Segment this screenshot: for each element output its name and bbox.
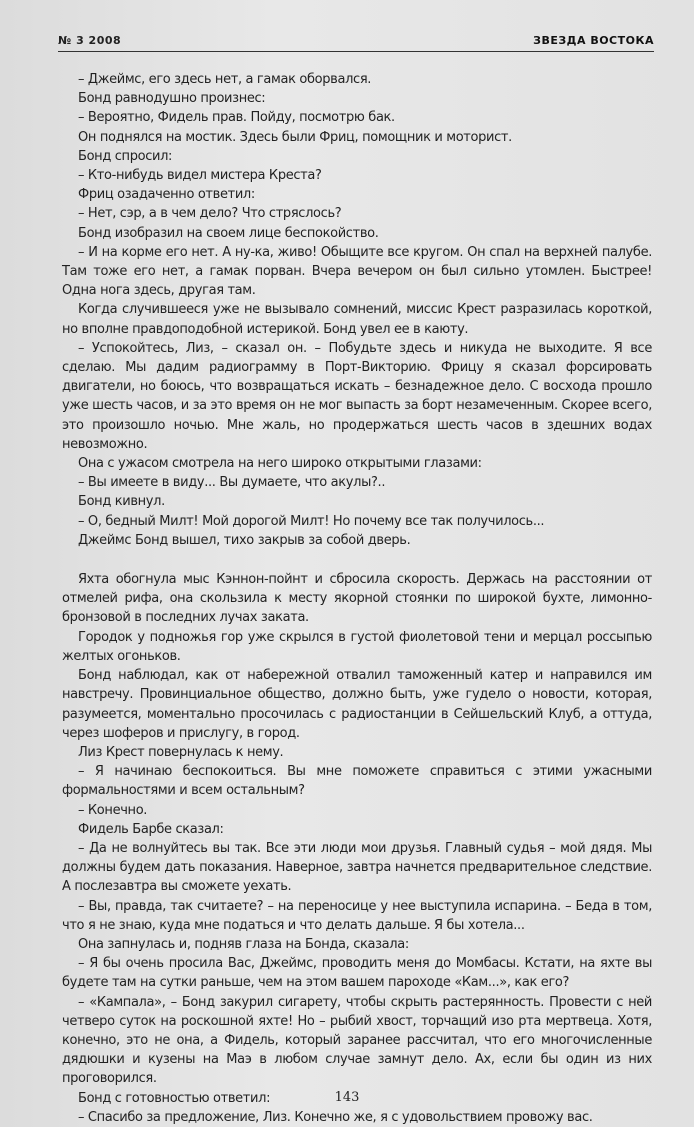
paragraph: – «Кампала», – Бонд закурил сигарету, чтобы скрыть растерянность. Провести с ней четверо суток на роскошной яхте! Но – рыбий хвост, торчащий изо рта мертвеца. Хотя, конечно, это не она, а Фидель, который заранее рассчитал, что его многочисленные дядюшки и кузены на Маэ в любом случае замнут дело. Ах, если бы один из них проговорился. — [62, 994, 652, 1087]
paragraph: Бонд спросил: — [78, 148, 173, 164]
paragraph: Яхта обогнула мыс Кэннон-пойнт и сбросила скорость. Держась на расстоянии от отмелей рифа, она скользила к месту якорной стоянки по широкой бухте, лимонно-бронзовой в последних лучах заката. — [62, 572, 652, 626]
paragraph: Она с ужасом смотрела на него широко открытыми глазами: — [78, 456, 482, 472]
page-number: 143 — [334, 1090, 360, 1105]
paragraph: – Вероятно, Фидель прав. Пойду, посмотрю бак. — [78, 110, 395, 126]
paragraph: Бонд с готовностью ответил: — [78, 1090, 271, 1106]
paragraph: – Вы имеете в виду... Вы думаете, что акулы?.. — [78, 475, 386, 491]
paragraph: Лиз Крест повернулась к нему. — [78, 744, 284, 760]
paragraph: – Конечно. — [78, 802, 148, 818]
body-text — [62, 70, 652, 1127]
paragraph: – Спасибо за предложение, Лиз. Конечно же, я с удовольствием провожу вас. — [78, 1109, 593, 1125]
paragraph: Бонд кивнул. — [78, 494, 165, 510]
paragraph: Когда случившееся уже не вызывало сомнений, миссис Крест разразилась короткой, но вполне правдоподобной истерикой. Бонд увел ее в каюту. — [62, 302, 652, 337]
paragraph: – О, бедный Милт! Мой дорогой Милт! Но почему все так получилось... — [78, 513, 545, 529]
issue-label: № 3 2008 — [58, 34, 122, 47]
paragraph: – Успокойтесь, Лиз, – сказал он. – Побудьте здесь и никуда не выходите. Я все сделаю. Мы дадим радиограмму в Порт-Викторию. Фрицу я сказал форсировать двигатели, но боюсь, что возвращаться искать – безнадежное дело. С восхода прошло уже шесть часов, и за это время он не мог выпасть за борт незамеченным. Скорее всего, это произошло ночью. Мне жаль, но продержаться шесть часов в здешних водах невозможно. — [62, 340, 652, 452]
paragraph: – Да не волнуйтесь вы так. Все эти люди мои друзья. Главный судья – мой дядя. Мы должны будем дать показания. Наверное, завтра начнется предварительное следствие. А послезавтра вы сможете уехать. — [62, 840, 652, 895]
paragraph: – Вы, правда, так считаете? – на переносице у нее выступила испарина. – Беда в том, что я не знаю, куда мне податься и что делать дальше. Я бы хотела... — [62, 898, 652, 933]
paragraph: Бонд изобразил на своем лице беспокойство. — [78, 225, 379, 241]
paragraph: Она запнулась и, подняв глаза на Бонда, сказала: — [78, 936, 409, 952]
paragraph: – Кто-нибудь видел мистера Креста? — [78, 168, 322, 184]
paragraph: – И на корме его нет. А ну-ка, живо! Обыщите все кругом. Он спал на верхней палубе. Там тоже его нет, а гамак порван. Вчера вечером он был сильно утомлен. Быстрее! Одна нога здесь, другая там. — [62, 244, 652, 299]
paragraph: Городок у подножья гор уже скрылся в густой фиолетовой тени и мерцал россыпью желтых огоньков. — [62, 629, 652, 664]
paragraph: – Я начинаю беспокоиться. Вы мне поможете справиться с этими ужасными формальностями и всем остальным? — [62, 764, 652, 799]
paragraph: Джеймс Бонд вышел, тихо закрыв за собой дверь. — [78, 532, 411, 548]
paragraph: Он поднялся на мостик. Здесь были Фриц, помощник и моторист. — [78, 129, 512, 145]
paragraph: – Джеймс, его здесь нет, а гамак оборвался. — [78, 72, 372, 87]
magazine-title: ЗВЕЗДА ВОСТОКА — [533, 34, 654, 47]
paragraph: Бонд равнодушно произнес: — [78, 91, 266, 107]
paragraph: – Я бы очень просила Вас, Джеймс, проводить меня до Момбасы. Кстати, на яхте вы будете там на сутки раньше, чем на этом вашем пароходе «Кам...», как его? — [62, 956, 652, 991]
paragraph: – Нет, сэр, а в чем дело? Что стряслось? — [78, 206, 342, 222]
paragraph: Фидель Барбе сказал: — [78, 821, 224, 837]
paragraph: Фриц озадаченно ответил: — [78, 187, 255, 203]
header-rule — [58, 51, 654, 52]
section-break — [62, 550, 652, 570]
paragraph: Бонд наблюдал, как от набережной отвалил таможенный катер и направился им навстречу. Провинциальное общество, должно быть, уже гудело о новости, которая, разумеется, моментально просочилась с радиостанции в Сейшельский Клуб, а оттуда, через шоферов и прислугу, в город. — [62, 668, 652, 741]
